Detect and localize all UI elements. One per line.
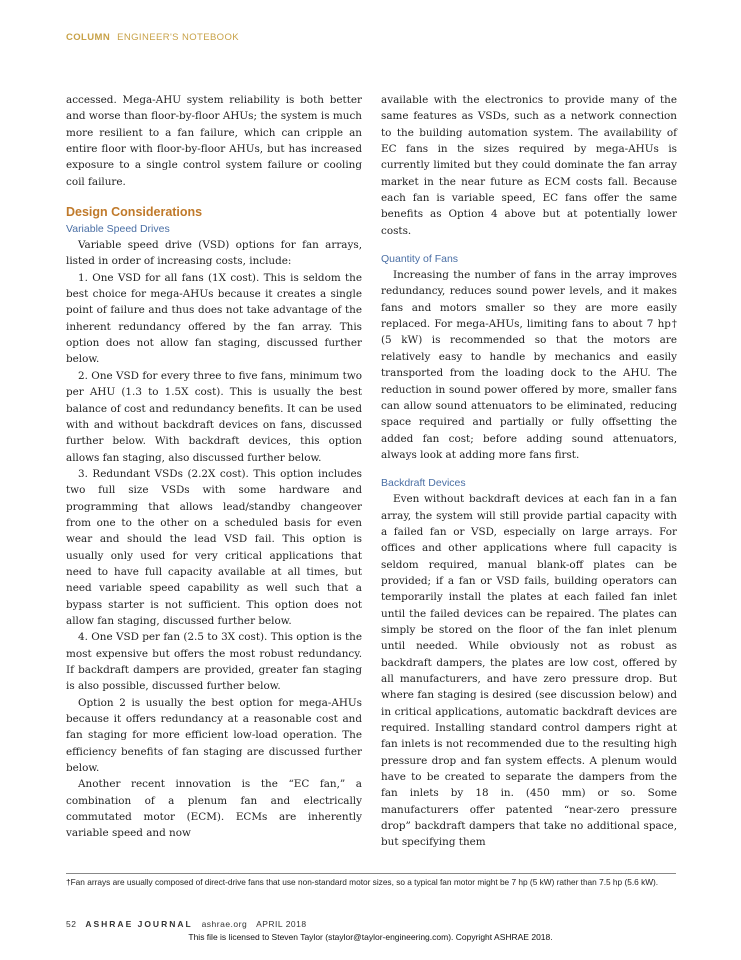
page-footer (66, 919, 307, 929)
running-header (66, 32, 239, 43)
paragraph-ec-continued: available with the electronics to provide many of the same features as VSDs, such as a network connection to the building automation system. The availability of EC fans in the sizes required by mega-AHUs is currently limited but they could dominate the fan array market in the near future as ECM costs fall. Because each fan is variable speed, EC fans offer the same benefits as Option 4 above but at potentially lower costs. (381, 94, 677, 237)
journal-name: ASHRAE JOURNAL (85, 919, 193, 929)
paragraph-option-3: 3. Redundant VSDs (2.2X cost). This option includes two full size VSDs with some hardware and programming that allows lead/standby changeover from one to the other on a scheduled basis for even wear and should the lead VSD fail. This option is usually only used for very critical applications that need to have full capacity available at all times, but need variable speed capability as well such that a bypass starter is not sufficient. This option does not allow fan staging, discussed further below. (66, 467, 362, 627)
subheading-quantity-of-fans: Quantity of Fans (381, 253, 459, 266)
paragraph-option-4: 4. One VSD per fan (2.5 to 3X cost). This option is the most expensive but offers the most robust redundancy. If backdraft dampers are provided, greater fan staging is also possible, discussed further below. (66, 631, 362, 693)
column-label: COLUMN (66, 32, 111, 43)
section-name: ENGINEER'S NOTEBOOK (117, 32, 239, 43)
paragraph-option-1: 1. One VSD for all fans (1X cost). This is seldom the best choice for mega-AHUs because it creates a single point of failure and thus does not take advantage of the inherent redundancy offered by the fan array. This option does not allow fan staging, discussed further below. (66, 271, 362, 366)
paragraph-ec-fan: Another recent innovation is the “EC fan,” a combination of a plenum fan and electrically commutated motor (ECM). ECMs are inherently variable speed and now (66, 778, 362, 840)
website: ashrae.org (201, 919, 248, 929)
footnote-divider (66, 873, 676, 874)
paragraph-vsd-intro: Variable speed drive (VSD) options for fan arrays, listed in order of increasing costs, include: (66, 239, 362, 268)
paragraph-backdraft: Even without backdraft devices at each fan in a fan array, the system will still provide partial capacity with a failed fan or VSD, especially on large arrays. For offices and other applications where full capacity is seldom required, manual blank-off plates can be provided; if a fan or VSD fails, building operators can temporarily install the plates at each failed fan inlet until the failed devices can be repaired. The plates can simply be stored on the floor of the fan inlet plenum until needed. While obviously not as robust as backdraft dampers, the plates are low cost, offered by all manufacturers, and have zero pressure drop. But where fan staging is desired (see discussion below) and in critical applications, automatic backdraft devices are required. Installing standard control dampers right at fan inlets is not recommended due to the resulting high pressure drop and fan system effects. A plenum would have to be created to separate the dampers from the fan inlets by 18 in. (450 mm) or so. Some manufacturers offer patented “near-zero pressure drop” backdraft dampers that take no additional space, but specifying them (381, 493, 677, 849)
left-column (66, 92, 362, 842)
issue-date: APRIL 2018 (256, 919, 307, 929)
subheading-vsd: Variable Speed Drives (66, 223, 170, 236)
section-heading-design: Design Considerations (66, 205, 203, 220)
subheading-backdraft-devices: Backdraft Devices (381, 477, 466, 490)
paragraph-intro: accessed. Mega-AHU system reliability is both better and worse than floor-by-floor AHUs; the system is much more resilient to a fan failure, which can cripple an entire floor with floor-by-floor AHUs, but has increased exposure to a single control system failure or cooling coil failure. (66, 94, 362, 188)
right-column (381, 92, 677, 851)
paragraph-option-2-best: Option 2 is usually the best option for mega-AHUs because it offers redundancy at a reasonable cost and fan staging for more efficient low-load operation. The efficiency benefits of fan staging are discussed further below. (66, 696, 362, 775)
paragraph-option-2: 2. One VSD for every three to five fans, minimum two per AHU (1.3 to 1.5X cost). This is usually the best balance of cost and redundancy benefits. It can be used with and without backdraft devices on fans, discussed further below. With backdraft devices, this option allows fan staging, also discussed further below. (66, 369, 362, 464)
paragraph-quantity: Increasing the number of fans in the array improves redundancy, reduces sound power levels, and it makes fans and motors smaller so they are more easily replaced. For mega-AHUs, limiting fans to about 7 hp† (5 kW) is recommended so that the motors are relatively easy to handle by mechanics and easily transported from the loading dock to the AHU. The reduction in sound power offered by more, smaller fans can allow sound attenuators to be eliminated, reducing space required and partially or fully offsetting the added fan cost; before adding sound attenuators, always look at adding more fans first. (381, 269, 677, 461)
page-number: 52 (66, 919, 77, 929)
license-notice: This file is licensed to Steven Taylor (staylor@taylor-engineering.com). Copyright ASHRAE 2018. (188, 932, 553, 942)
footnote: †Fan arrays are usually composed of direct-drive fans that use non-standard motor sizes, so a typical fan motor might be 7 hp (5 kW) rather than 7.5 hp (5.6 kW). (66, 877, 659, 887)
